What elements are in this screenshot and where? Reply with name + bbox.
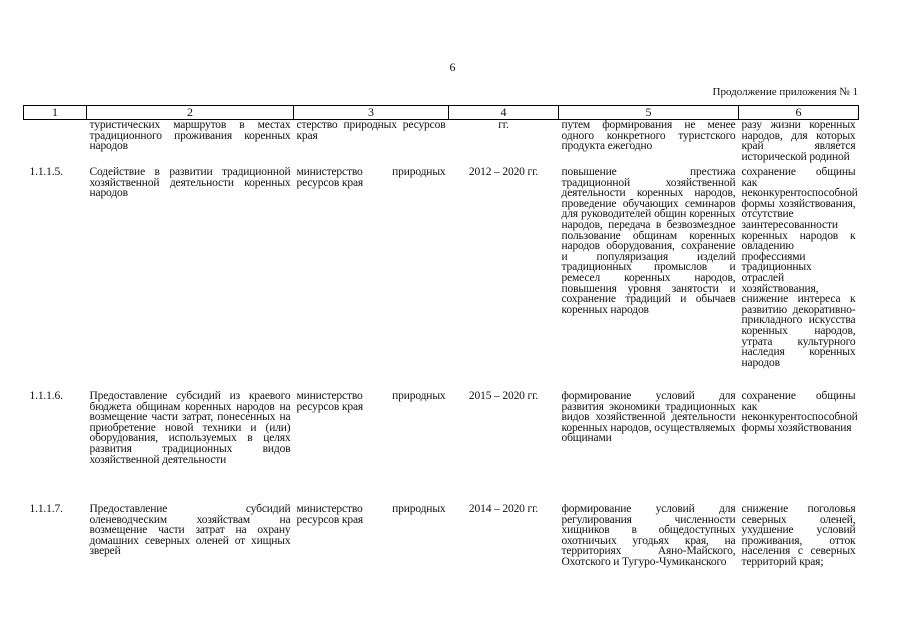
cell-years: 2012 – 2020 гг. [468,166,539,178]
table-row [24,391,859,504]
cell-years: гг. [498,119,509,131]
cell-result: формирование условий для развития экономики традиционных видов хозяйственной деятельности коренных народов, осуществляемых общинами [561,390,736,445]
cell-consequence: разу жизни коренных народов, для которых край является исторической родиной [741,119,856,163]
cell-executor: стерство природных ресурсов края [296,119,446,142]
table-header-row [24,106,859,120]
appendix-table [23,105,859,604]
cell-years: 2015 – 2020 гг. [468,390,539,402]
page-number: 6 [449,60,456,74]
table-row [24,504,859,604]
cell-consequence: сохранение общины как неконкурентоспособной формы хозяйствования, отсутствие заинтересованности коренных народов к овладению профессиями традиционных отраслей хозяйствования, снижение интереса к развитию декоративно-прикладного искусства коренных народов, утрата культурного наследия коренных народов [741,166,858,369]
cell-num: 1.1.1.7. [29,503,63,515]
cell-years: 2014 – 2020 гг. [468,503,539,515]
cell-executor: министерство природных ресурсов края [296,503,446,526]
cell-consequence: сохранение общины как неконкурентоспособной формы хозяйствования [741,390,858,434]
header-col-1: 1 [24,106,87,120]
header-col-5: 5 [559,106,739,120]
cell-consequence: снижение поголовья северных оленей, ухудшение условий проживания, отток населения с северных территорий края; [741,503,856,568]
cell-activity: Предоставление субсидий из краевого бюджета общинам коренных народов на возмещение части затрат, понесенных на приобретение новой техники и (или) оборудования, используемых в целях развития традиционных видов хозяйственной деятельности [89,390,291,466]
cell-num: 1.1.1.6. [29,390,63,402]
cell-result: путем формирования не менее одного конкретного туристского продукта ежегодно [561,119,736,153]
cell-executor: министерство природных ресурсов края [296,390,446,413]
table-row [24,120,859,168]
cell-result: формирование условий для регулирования численности хищников в общедоступных охотничьих угодьях края, на территориях Аяно-Майского, Охотского и Тугуро-Чумиканского [561,503,736,568]
cell-num [24,120,87,168]
continuation-label: Продолжение приложения № 1 [712,86,858,98]
cell-num: 1.1.1.5. [29,166,63,178]
header-col-3: 3 [294,106,449,120]
header-col-6: 6 [739,106,859,120]
header-col-4: 4 [449,106,559,120]
cell-executor: министерство природных ресурсов края [296,166,446,189]
cell-result: повышение престижа традиционной хозяйственной деятельности коренных народов, проведение обучающих семинаров для руководителей общин коренных народов, передача в безвозмездное пользование общинам коренных народов оборудования, сохранение и популяризация изделий традиционных промыслов и ремесел коренных народов, повышения уровня занятости и сохранение традиций и обычаев коренных народов [561,166,736,316]
cell-activity: Содействие в развитии традиционной хозяйственной деятельности коренных народов [89,166,291,200]
table-row [24,167,859,391]
cell-activity: Предоставление субсидий оленеводческим хозяйствам на возмещение части затрат на охрану домашних северных оленей от хищных зверей [89,503,291,558]
header-col-2: 2 [87,106,294,120]
cell-activity: туристических маршрутов в местах традиционного проживания коренных народов [89,119,291,153]
